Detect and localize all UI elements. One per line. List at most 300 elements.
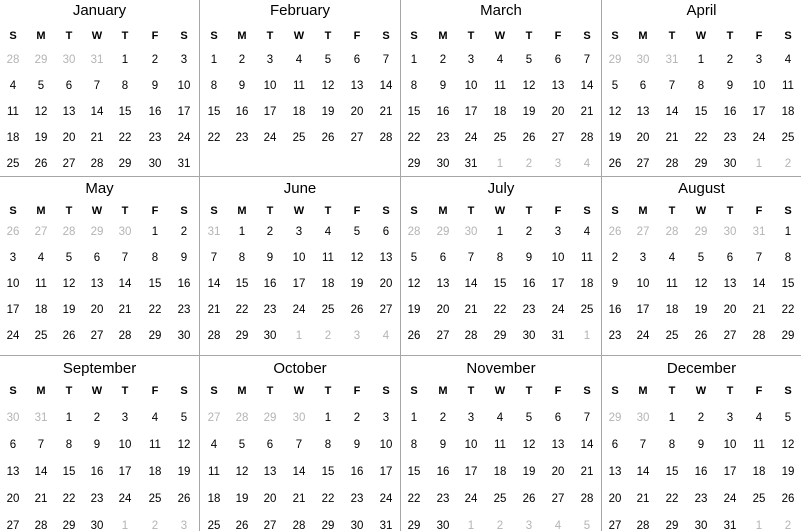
day-cell: 19 (350, 278, 364, 290)
day-cell: 15 (118, 106, 132, 118)
day-cell: 28 (464, 330, 478, 342)
day-cell: 20 (6, 493, 20, 505)
day-cell: 18 (752, 466, 766, 478)
day-cell: 25 (321, 304, 335, 316)
day-cell: 29 (235, 330, 249, 342)
weekday-header: S (583, 385, 591, 397)
day-cell: 17 (636, 304, 650, 316)
day-cell: 16 (235, 106, 249, 118)
day-cell: 20 (551, 466, 565, 478)
day-cell: 3 (9, 252, 17, 264)
day-cell: 9 (238, 80, 246, 92)
day-cell: 15 (148, 278, 162, 290)
day-cell: 21 (292, 493, 306, 505)
day-cell: 17 (379, 466, 393, 478)
day-cell: 17 (464, 106, 478, 118)
day-cell: 23 (608, 330, 622, 342)
day-cell: 5 (525, 412, 533, 424)
day-cell: 1 (151, 226, 159, 238)
weekday-header: F (755, 385, 763, 397)
day-cell: 16 (350, 466, 364, 478)
day-cell: 27 (436, 330, 450, 342)
day-cell: 22 (493, 304, 507, 316)
weekday-header: T (266, 205, 274, 217)
day-cell: 23 (436, 132, 450, 144)
day-cell: 5 (410, 252, 418, 264)
day-cell: 26 (34, 158, 48, 170)
weekday-header: F (353, 205, 361, 217)
day-cell: 8 (410, 439, 418, 451)
adjacent-month-day: 30 (118, 226, 132, 238)
day-cell: 31 (551, 330, 565, 342)
day-cell: 27 (723, 330, 737, 342)
day-cell: 16 (177, 278, 191, 290)
day-cell: 30 (522, 330, 536, 342)
weekday-header: T (65, 30, 73, 42)
day-cell: 19 (608, 132, 622, 144)
day-cell: 4 (295, 54, 303, 66)
day-cell: 5 (180, 412, 188, 424)
weekday-header: T (266, 30, 274, 42)
weekday-header: M (237, 385, 247, 397)
weekday-header: F (554, 385, 562, 397)
month-title: February (269, 2, 331, 19)
day-cell: 29 (118, 158, 132, 170)
day-cell: 2 (726, 54, 734, 66)
weekday-header: S (611, 205, 619, 217)
weekday-header: W (494, 205, 506, 217)
day-cell: 30 (148, 158, 162, 170)
day-cell: 6 (353, 54, 361, 66)
day-cell: 15 (407, 466, 421, 478)
day-cell: 11 (782, 80, 794, 92)
day-cell: 26 (522, 132, 536, 144)
day-cell: 30 (263, 330, 277, 342)
day-cell: 30 (436, 520, 450, 531)
day-cell: 28 (90, 158, 104, 170)
month-title: December (666, 360, 737, 377)
adjacent-month-day: 29 (694, 226, 708, 238)
month-march (401, 0, 601, 176)
day-cell: 13 (6, 466, 20, 478)
day-cell: 9 (353, 439, 361, 451)
day-cell: 15 (62, 466, 76, 478)
day-cell: 28 (580, 132, 594, 144)
day-cell: 4 (9, 80, 17, 92)
day-cell: 3 (382, 412, 390, 424)
weekday-header: T (525, 385, 533, 397)
adjacent-month-day: 3 (353, 330, 361, 342)
day-cell: 29 (321, 520, 335, 531)
day-cell: 6 (9, 439, 17, 451)
day-cell: 22 (118, 132, 132, 144)
day-cell: 16 (522, 278, 536, 290)
adjacent-month-day: 27 (636, 226, 650, 238)
weekday-header: W (91, 30, 103, 42)
day-cell: 15 (321, 466, 335, 478)
weekday-header: S (410, 30, 418, 42)
day-cell: 25 (665, 330, 679, 342)
day-cell: 23 (148, 132, 162, 144)
day-cell: 24 (551, 304, 565, 316)
day-cell: 14 (580, 439, 594, 451)
adjacent-month-day: 28 (235, 412, 249, 424)
month-title: August (678, 180, 725, 197)
day-cell: 12 (522, 439, 536, 451)
day-cell: 14 (34, 466, 48, 478)
weekday-header: T (467, 30, 475, 42)
day-cell: 13 (723, 278, 737, 290)
day-cell: 23 (522, 304, 536, 316)
month-january (0, 0, 199, 176)
day-cell: 8 (121, 80, 129, 92)
month-title: April (686, 2, 717, 19)
day-cell: 9 (439, 439, 447, 451)
adjacent-month-day: 31 (90, 54, 104, 66)
weekday-header: M (237, 30, 247, 42)
day-cell: 17 (177, 106, 191, 118)
day-cell: 10 (263, 80, 277, 92)
day-cell: 26 (177, 493, 191, 505)
day-cell: 24 (263, 132, 277, 144)
day-cell: 22 (407, 493, 421, 505)
adjacent-month-day: 4 (583, 158, 591, 170)
day-cell: 21 (207, 304, 221, 316)
month-title: October (273, 360, 327, 377)
month-february (200, 0, 400, 176)
adjacent-month-day: 29 (263, 412, 277, 424)
weekday-header: S (210, 30, 218, 42)
weekday-header: W (494, 385, 506, 397)
day-cell: 18 (493, 106, 507, 118)
day-cell: 20 (551, 106, 565, 118)
adjacent-month-day: 1 (467, 520, 475, 531)
adjacent-month-day: 30 (464, 226, 478, 238)
day-cell: 6 (65, 80, 73, 92)
weekday-header: M (638, 205, 648, 217)
weekday-header: T (121, 205, 129, 217)
day-cell: 4 (324, 226, 332, 238)
day-cell: 7 (295, 439, 303, 451)
weekday-header: M (438, 205, 448, 217)
day-cell: 30 (90, 520, 104, 531)
day-cell: 13 (62, 106, 76, 118)
day-cell: 9 (439, 80, 447, 92)
weekday-header: T (525, 30, 533, 42)
day-cell: 9 (611, 278, 619, 290)
day-cell: 16 (723, 106, 737, 118)
day-cell: 23 (436, 493, 450, 505)
day-cell: 14 (580, 80, 594, 92)
weekday-header: T (726, 205, 734, 217)
day-cell: 21 (118, 304, 132, 316)
day-cell: 20 (62, 132, 76, 144)
weekday-header: S (410, 205, 418, 217)
month-september (0, 356, 199, 531)
weekday-header: M (36, 385, 46, 397)
month-title: January (72, 2, 127, 19)
month-april (602, 0, 801, 176)
day-cell: 5 (238, 439, 246, 451)
day-cell: 21 (464, 304, 478, 316)
day-cell: 7 (93, 80, 101, 92)
day-cell: 22 (407, 132, 421, 144)
day-cell: 11 (7, 106, 19, 118)
weekday-header: S (410, 385, 418, 397)
day-cell: 26 (350, 304, 364, 316)
day-cell: 7 (382, 54, 390, 66)
weekday-header: S (784, 205, 792, 217)
weekday-header: T (121, 385, 129, 397)
day-cell: 26 (235, 520, 249, 531)
adjacent-month-day: 29 (436, 226, 450, 238)
day-cell: 15 (407, 106, 421, 118)
day-cell: 15 (694, 106, 708, 118)
day-cell: 9 (93, 439, 101, 451)
weekday-header: S (611, 385, 619, 397)
day-cell: 6 (611, 439, 619, 451)
weekday-header: T (65, 205, 73, 217)
day-cell: 21 (379, 106, 393, 118)
day-cell: 4 (755, 412, 763, 424)
day-cell: 25 (493, 132, 507, 144)
day-cell: 4 (37, 252, 45, 264)
day-cell: 2 (439, 412, 447, 424)
day-cell: 25 (292, 132, 306, 144)
day-cell: 25 (493, 493, 507, 505)
weekday-header: M (438, 385, 448, 397)
day-cell: 26 (781, 493, 795, 505)
day-cell: 19 (321, 106, 335, 118)
day-cell: 7 (639, 439, 647, 451)
weekday-header: W (494, 30, 506, 42)
month-title: July (487, 180, 515, 197)
adjacent-month-day: 30 (636, 54, 650, 66)
day-cell: 14 (90, 106, 104, 118)
day-cell: 20 (350, 106, 364, 118)
day-cell: 28 (379, 132, 393, 144)
weekday-header: S (611, 30, 619, 42)
day-cell: 10 (636, 278, 650, 290)
day-cell: 8 (784, 252, 792, 264)
day-cell: 8 (410, 80, 418, 92)
day-cell: 9 (726, 80, 734, 92)
day-cell: 7 (210, 252, 218, 264)
day-cell: 12 (62, 278, 76, 290)
day-cell: 13 (636, 106, 650, 118)
day-cell: 19 (177, 466, 191, 478)
adjacent-month-day: 31 (752, 226, 766, 238)
day-cell: 3 (121, 412, 129, 424)
day-cell: 5 (65, 252, 73, 264)
weekday-header: W (293, 30, 305, 42)
adjacent-month-day: 2 (324, 330, 332, 342)
day-cell: 11 (208, 466, 220, 478)
day-cell: 14 (207, 278, 221, 290)
day-cell: 20 (608, 493, 622, 505)
day-cell: 1 (238, 226, 246, 238)
day-cell: 23 (177, 304, 191, 316)
day-cell: 25 (752, 493, 766, 505)
adjacent-month-day: 2 (496, 520, 504, 531)
day-cell: 24 (723, 493, 737, 505)
day-cell: 27 (379, 304, 393, 316)
day-cell: 25 (34, 330, 48, 342)
day-cell: 6 (382, 226, 390, 238)
adjacent-month-day: 30 (62, 54, 76, 66)
adjacent-month-day: 1 (755, 158, 763, 170)
weekday-header: T (324, 30, 332, 42)
day-cell: 15 (781, 278, 795, 290)
day-cell: 5 (324, 54, 332, 66)
day-cell: 16 (694, 466, 708, 478)
weekday-header: T (324, 385, 332, 397)
day-cell: 10 (752, 80, 766, 92)
day-cell: 11 (494, 80, 506, 92)
adjacent-month-day: 26 (6, 226, 20, 238)
weekday-header: F (755, 30, 763, 42)
day-cell: 12 (177, 439, 191, 451)
day-cell: 1 (410, 54, 418, 66)
adjacent-month-day: 29 (90, 226, 104, 238)
day-cell: 28 (292, 520, 306, 531)
day-cell: 5 (784, 412, 792, 424)
adjacent-month-day: 28 (665, 226, 679, 238)
weekday-header: T (525, 205, 533, 217)
day-cell: 16 (608, 304, 622, 316)
day-cell: 8 (668, 439, 676, 451)
day-cell: 18 (493, 466, 507, 478)
month-title: June (283, 180, 317, 197)
day-cell: 2 (238, 54, 246, 66)
month-may (0, 177, 199, 355)
day-cell: 8 (324, 439, 332, 451)
day-cell: 1 (65, 412, 73, 424)
day-cell: 23 (90, 493, 104, 505)
day-cell: 7 (668, 80, 676, 92)
day-cell: 6 (439, 252, 447, 264)
month-august (602, 177, 801, 355)
day-cell: 7 (121, 252, 129, 264)
adjacent-month-day: 2 (784, 520, 792, 531)
day-cell: 25 (6, 158, 20, 170)
day-cell: 12 (321, 80, 335, 92)
adjacent-month-day: 1 (755, 520, 763, 531)
weekday-header: M (638, 30, 648, 42)
day-cell: 8 (697, 80, 705, 92)
day-cell: 12 (34, 106, 48, 118)
day-cell: 3 (639, 252, 647, 264)
weekday-header: F (151, 205, 159, 217)
day-cell: 28 (636, 520, 650, 531)
day-cell: 17 (464, 466, 478, 478)
weekday-header: W (293, 385, 305, 397)
day-cell: 9 (180, 252, 188, 264)
day-cell: 8 (496, 252, 504, 264)
adjacent-month-day: 2 (525, 158, 533, 170)
day-cell: 14 (636, 466, 650, 478)
day-cell: 11 (149, 439, 161, 451)
day-cell: 11 (322, 252, 334, 264)
weekday-header: S (583, 30, 591, 42)
day-cell: 25 (580, 304, 594, 316)
weekday-header: F (755, 205, 763, 217)
day-cell: 9 (151, 80, 159, 92)
day-cell: 18 (148, 466, 162, 478)
day-cell: 13 (608, 466, 622, 478)
adjacent-month-day: 1 (496, 158, 504, 170)
day-cell: 2 (611, 252, 619, 264)
day-cell: 22 (235, 304, 249, 316)
day-cell: 25 (781, 132, 795, 144)
day-cell: 21 (580, 106, 594, 118)
adjacent-month-day: 26 (608, 226, 622, 238)
weekday-header: W (91, 205, 103, 217)
day-cell: 6 (726, 252, 734, 264)
adjacent-month-day: 31 (207, 226, 221, 238)
day-cell: 21 (90, 132, 104, 144)
day-cell: 13 (551, 439, 565, 451)
weekday-header: F (353, 30, 361, 42)
day-cell: 3 (295, 226, 303, 238)
column-divider (601, 0, 602, 531)
day-cell: 27 (350, 132, 364, 144)
day-cell: 24 (379, 493, 393, 505)
day-cell: 24 (464, 493, 478, 505)
weekday-header: S (382, 30, 390, 42)
day-cell: 20 (90, 304, 104, 316)
column-divider (400, 0, 401, 531)
day-cell: 15 (207, 106, 221, 118)
day-cell: 19 (522, 466, 536, 478)
day-cell: 21 (636, 493, 650, 505)
weekday-header: M (638, 385, 648, 397)
column-divider (199, 0, 200, 531)
day-cell: 25 (148, 493, 162, 505)
day-cell: 11 (293, 80, 305, 92)
weekday-header: T (65, 385, 73, 397)
weekday-header: W (695, 205, 707, 217)
day-cell: 7 (37, 439, 45, 451)
day-cell: 12 (781, 439, 795, 451)
weekday-header: S (9, 205, 17, 217)
day-cell: 28 (118, 330, 132, 342)
day-cell: 10 (292, 252, 306, 264)
day-cell: 24 (636, 330, 650, 342)
adjacent-month-day: 3 (554, 158, 562, 170)
day-cell: 27 (62, 158, 76, 170)
day-cell: 6 (266, 439, 274, 451)
day-cell: 18 (321, 278, 335, 290)
weekday-header: W (695, 385, 707, 397)
weekday-header: W (91, 385, 103, 397)
day-cell: 15 (493, 278, 507, 290)
day-cell: 4 (496, 54, 504, 66)
day-cell: 5 (37, 80, 45, 92)
adjacent-month-day: 30 (292, 412, 306, 424)
day-cell: 28 (207, 330, 221, 342)
day-cell: 19 (781, 466, 795, 478)
adjacent-month-day: 3 (180, 520, 188, 531)
weekday-header: T (726, 385, 734, 397)
weekday-header: T (121, 30, 129, 42)
weekday-header: T (266, 385, 274, 397)
weekday-header: F (554, 205, 562, 217)
day-cell: 16 (263, 278, 277, 290)
day-cell: 18 (580, 278, 594, 290)
weekday-header: W (293, 205, 305, 217)
day-cell: 13 (263, 466, 277, 478)
